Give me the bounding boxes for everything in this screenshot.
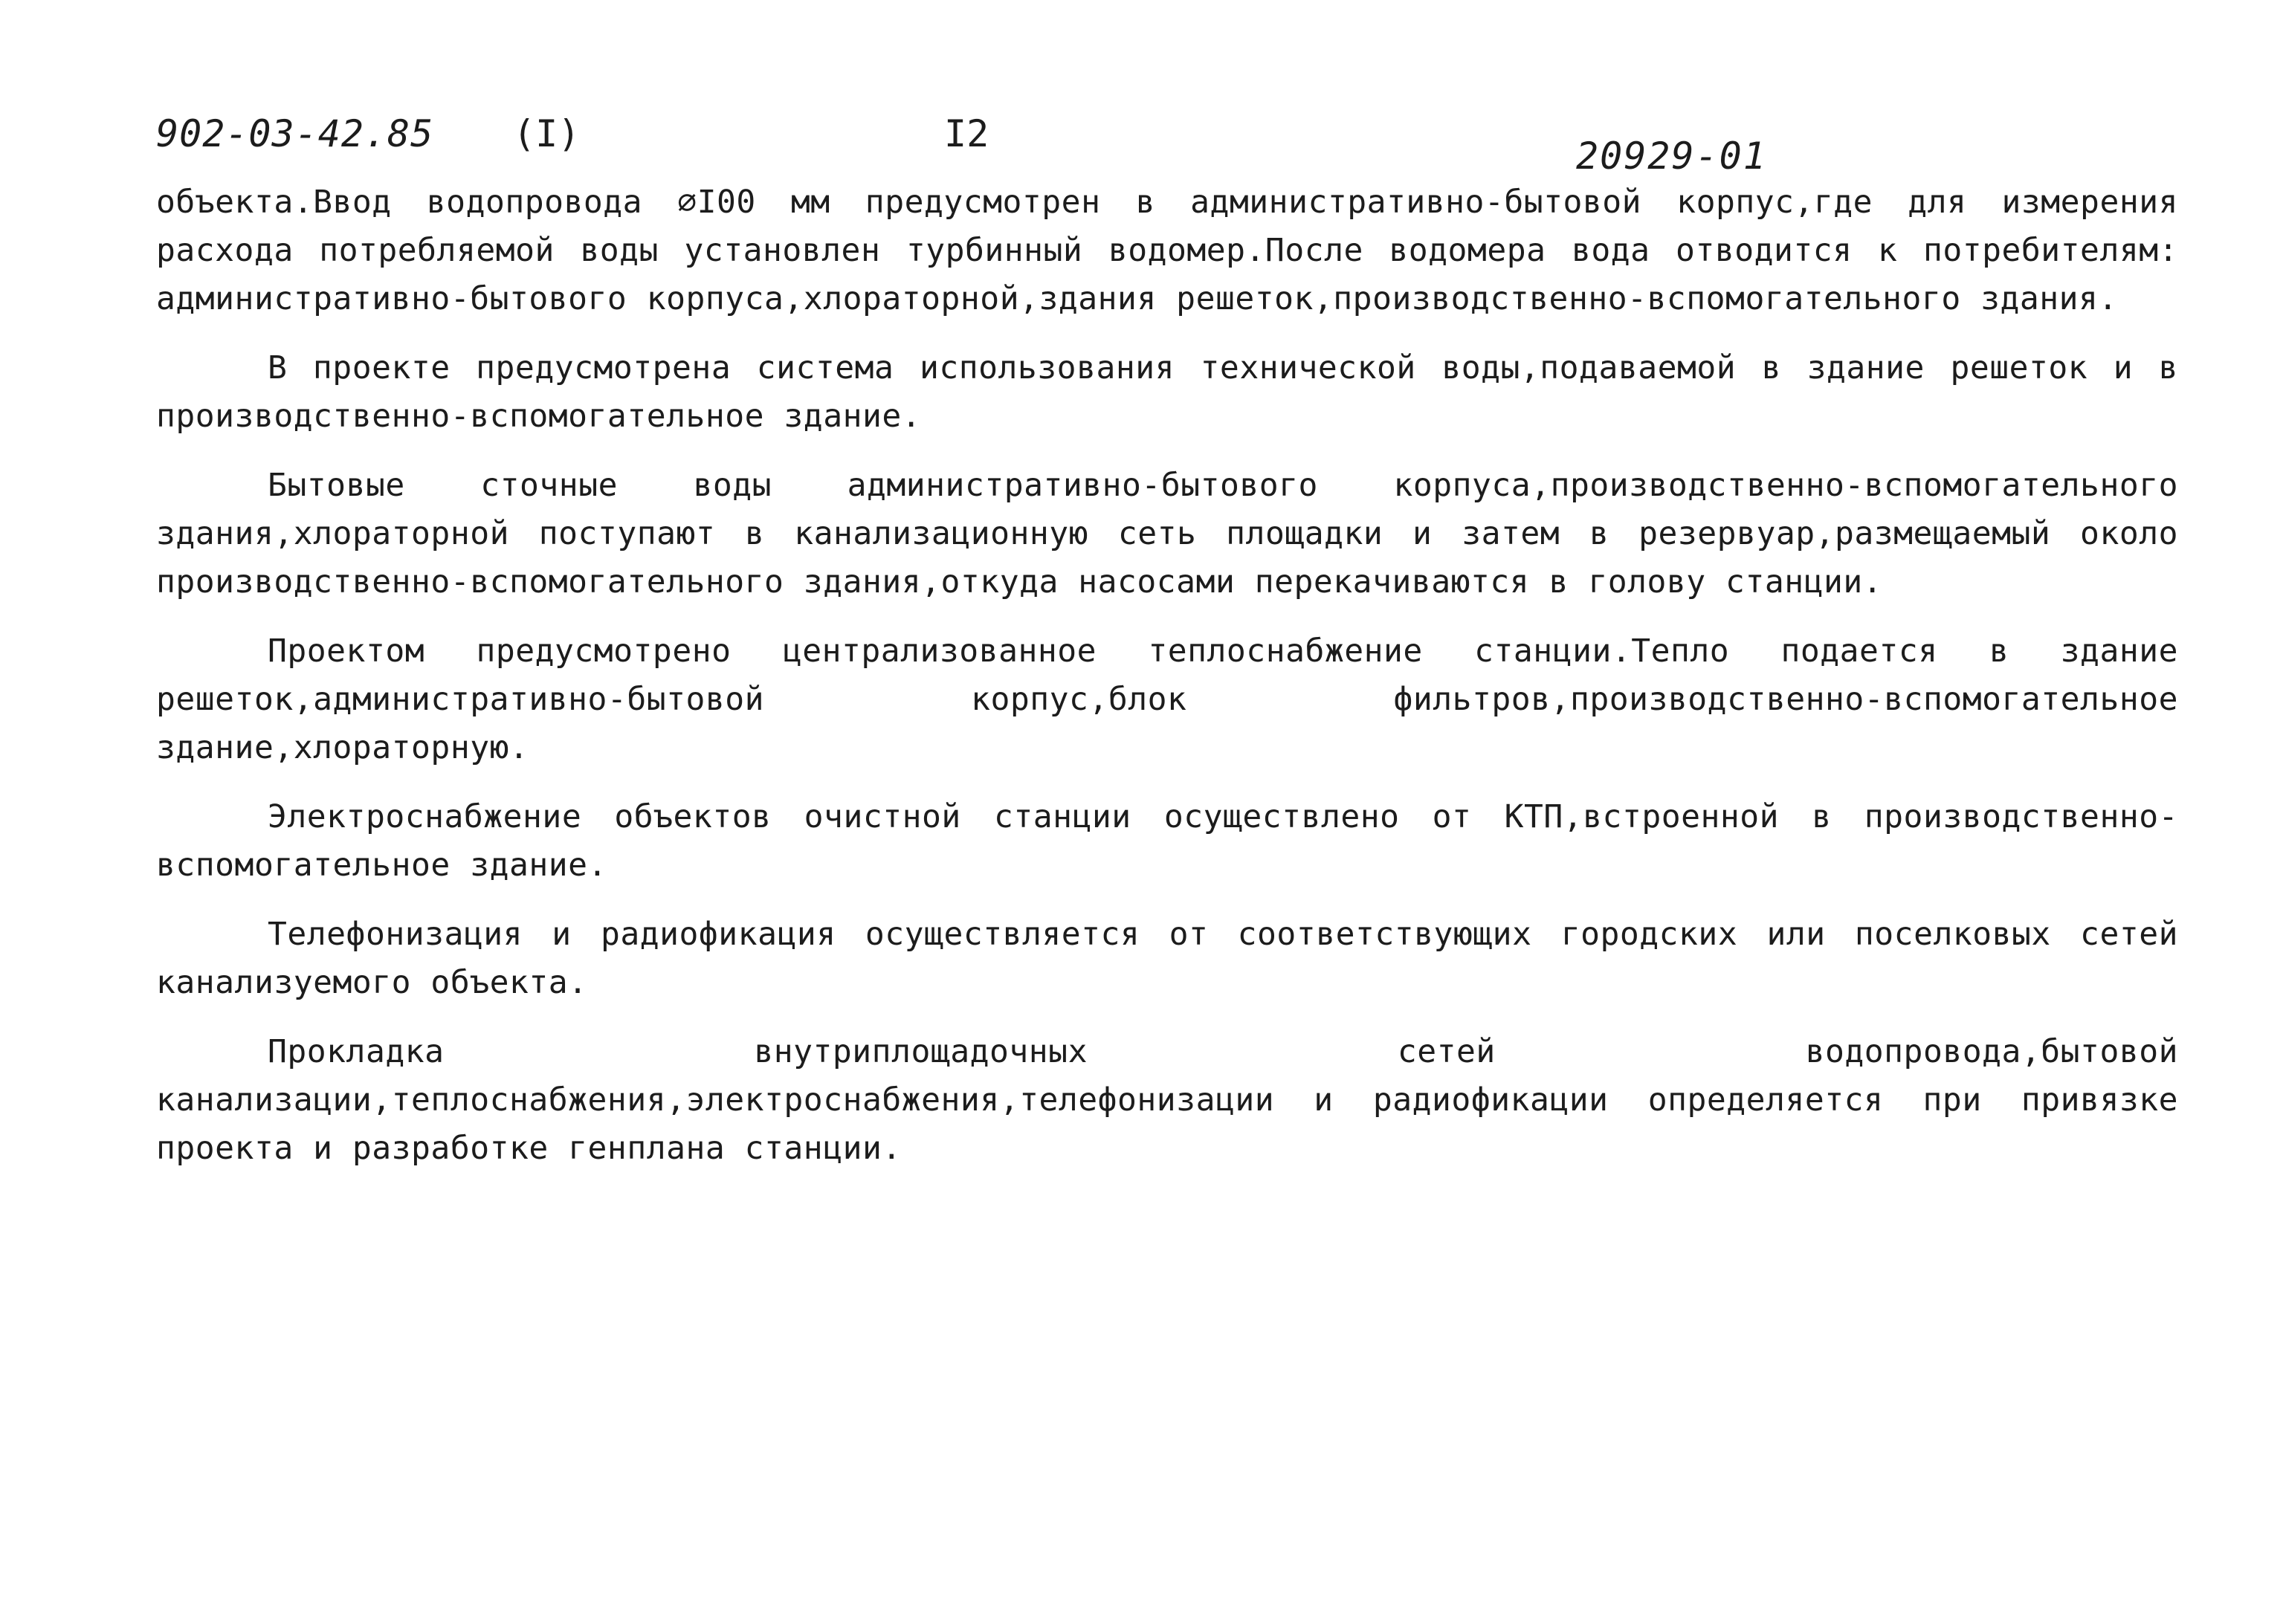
paragraph-technical-water: В проекте предусмотрена система использования технической воды,подаваемой в здание решеток и в производственно-вспомогательное здание. (156, 349, 2178, 435)
paragraph-heat-supply: Проектом предусмотрено централизованное теплоснабжение станции.Тепло подается в здание решеток,административно-бытовой корпус,блок фильтров,производственно-вспомогательное здание,хлораторную. (156, 633, 2178, 766)
paragraph-power-supply: Электроснабжение объектов очистной станции осуществлено от КТП,встроенной в производственно-вспомогательное здание. (156, 798, 2178, 884)
document-code: 902-03-42.85 (156, 112, 434, 155)
page-number: I2 (944, 112, 989, 155)
paragraph-water-supply: объекта.Ввод водопровода ⌀I00 мм предусмотрен в административно-бытовой корпус,где для измерения расхода потребляемой воды установлен турбинный водомер.После водомера вода отводится к потребителям: административно-бытового корпуса,хлораторной,здания решеток,производственно-вспомогательного здания. (156, 184, 2178, 317)
doc-number: 20929-01 (1576, 135, 1767, 178)
paragraph-networks: Прокладка внутриплощадочных сетей водопровода,бытовой канализации,теплоснабжения,электроснабжения,телефонизации и радиофикации определяется при привязке проекта и разработке генплана станции. (156, 1033, 2178, 1167)
body-text (156, 178, 2178, 1194)
part-number: (I) (513, 112, 581, 155)
paragraph-telephony: Телефонизация и радиофикация осуществляется от соответствующих городских или поселковых сетей канализуемого объекта. (156, 916, 2178, 1001)
paragraph-sewage: Бытовые сточные воды административно-бытового корпуса,производственно-вспомогательного здания,хлораторной поступают в канализационную сеть площадки и затем в резервуар,размещаемый около производственно-вспомогательного здания,откуда насосами перекачиваются в голову станции. (156, 467, 2178, 601)
